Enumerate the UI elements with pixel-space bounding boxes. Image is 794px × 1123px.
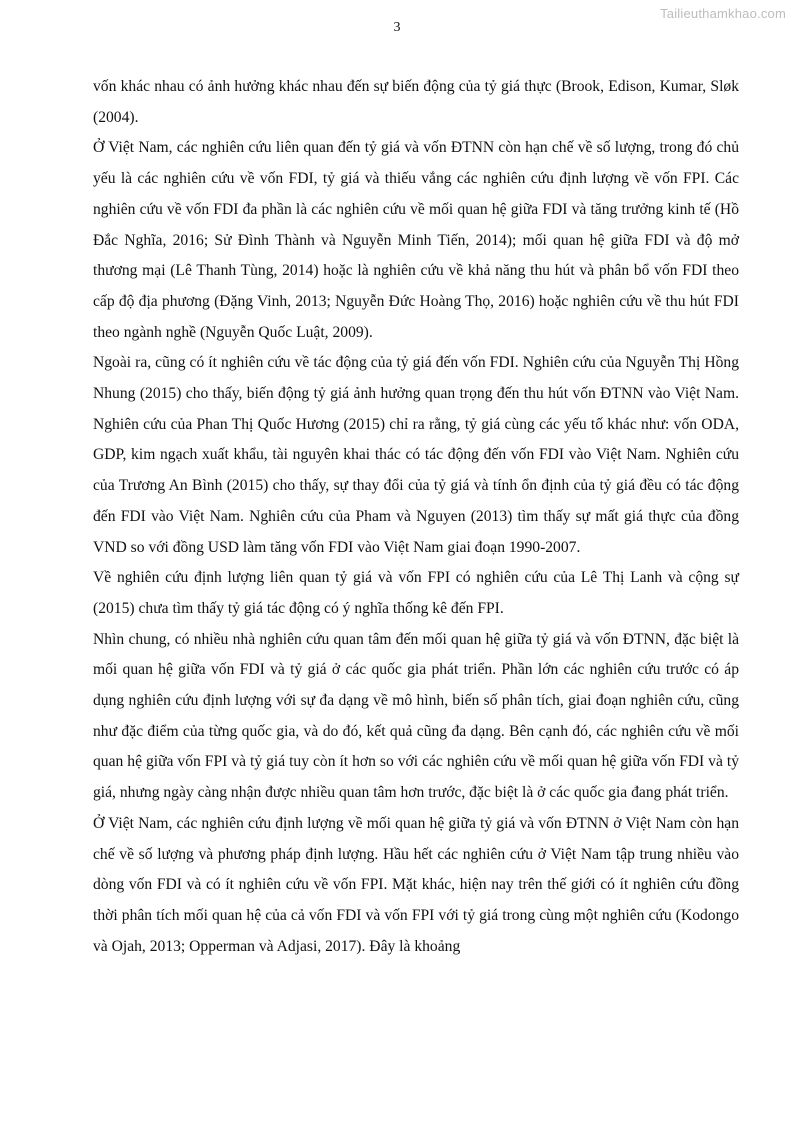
page-number: 3	[393, 20, 401, 35]
paragraph: Ở Việt Nam, các nghiên cứu liên quan đến tỷ giá và vốn ĐTNN còn hạn chế về số lượng, trong đó chủ yếu là các nghiên cứu về vốn FDI, tỷ giá và thiếu vắng các nghiên cứu định lượng về vốn FPI. Các nghiên cứu về vốn FDI đa phần là các nghiên cứu về mối quan hệ giữa FDI và tăng trưởng kinh tế (Hồ Đắc Nghĩa, 2016; Sử Đình Thành và Nguyễn Minh Tiến, 2014); mối quan hệ giữa FDI và độ mở thương mại (Lê Thanh Tùng, 2014) hoặc là nghiên cứu về khả năng thu hút và phân bổ vốn FDI theo cấp độ địa phương (Đặng Vinh, 2013; Nguyễn Đức Hoàng Thọ, 2016) hoặc nghiên cứu về thu hút FDI theo ngành nghề (Nguyễn Quốc Luật, 2009).	[93, 139, 739, 341]
paragraph: Ngoài ra, cũng có ít nghiên cứu về tác động của tỷ giá đến vốn FDI. Nghiên cứu của Nguyễn Thị Hồng Nhung (2015) cho thấy, biến động tỷ giá ảnh hưởng quan trọng đến thu hút vốn ĐTNN vào Việt Nam. Nghiên cứu của Phan Thị Quốc Hương (2015) chỉ ra rằng, tỷ giá cùng các yếu tố khác như: vốn ODA, GDP, kim ngạch xuất khẩu, tài nguyên khai thác có tác động đến vốn FDI vào Việt Nam. Nghiên cứu của Trương An Bình (2015) cho thấy, sự thay đổi của tỷ giá và tính ổn định của tỷ giá đều có tác động đến FDI vào Việt Nam. Nghiên cứu của Pham và Nguyen (2013) tìm thấy sự mất giá thực của đồng VND so với đồng USD làm tăng vốn FDI vào Việt Nam giai đoạn 1990-2007.	[93, 354, 739, 556]
watermark: Tailieuthamkhao.com	[660, 6, 786, 21]
paragraph: vốn khác nhau có ảnh hưởng khác nhau đến sự biến động của tỷ giá thực (Brook, Edison, Kumar, Sløk (2004).	[93, 78, 739, 126]
paragraph: Ở Việt Nam, các nghiên cứu định lượng về mối quan hệ giữa tỷ giá và vốn ĐTNN ở Việt Nam còn hạn chế về số lượng và phương pháp định lượng. Hầu hết các nghiên cứu ở Việt Nam tập trung nhiều vào dòng vốn FDI và có ít nghiên cứu về vốn FPI. Mặt khác, hiện nay trên thế giới có ít nghiên cứu đồng thời phân tích mối quan hệ của cả vốn FDI và vốn FPI với tỷ giá trong cùng một nghiên cứu (Kodongo và Ojah, 2013; Opperman và Adjasi, 2017). Đây là khoảng	[93, 814, 739, 955]
paragraph: Về nghiên cứu định lượng liên quan tỷ giá và vốn FPI có nghiên cứu của Lê Thị Lanh và cộng sự (2015) chưa tìm thấy tỷ giá tác động có ý nghĩa thống kê đến FPI.	[93, 569, 739, 617]
document-body	[93, 72, 739, 962]
paragraph: Nhìn chung, có nhiều nhà nghiên cứu quan tâm đến mối quan hệ giữa tỷ giá và vốn ĐTNN, đặc biệt là mối quan hệ giữa vốn FDI và tỷ giá ở các quốc gia phát triển. Phần lớn các nghiên cứu trước có áp dụng nghiên cứu định lượng với sự đa dạng về mô hình, biến số phân tích, giai đoạn nghiên cứu, cũng như đặc điểm của từng quốc gia, và do đó, kết quả cũng đa dạng. Bên cạnh đó, các nghiên cứu về mối quan hệ giữa vốn FPI và tỷ giá tuy còn ít hơn so với các nghiên cứu về mối quan hệ giữa vốn FDI và tỷ giá, nhưng ngày càng nhận được nhiều quan tâm hơn trước, đặc biệt là ở các quốc gia đang phát triển.	[93, 630, 739, 802]
